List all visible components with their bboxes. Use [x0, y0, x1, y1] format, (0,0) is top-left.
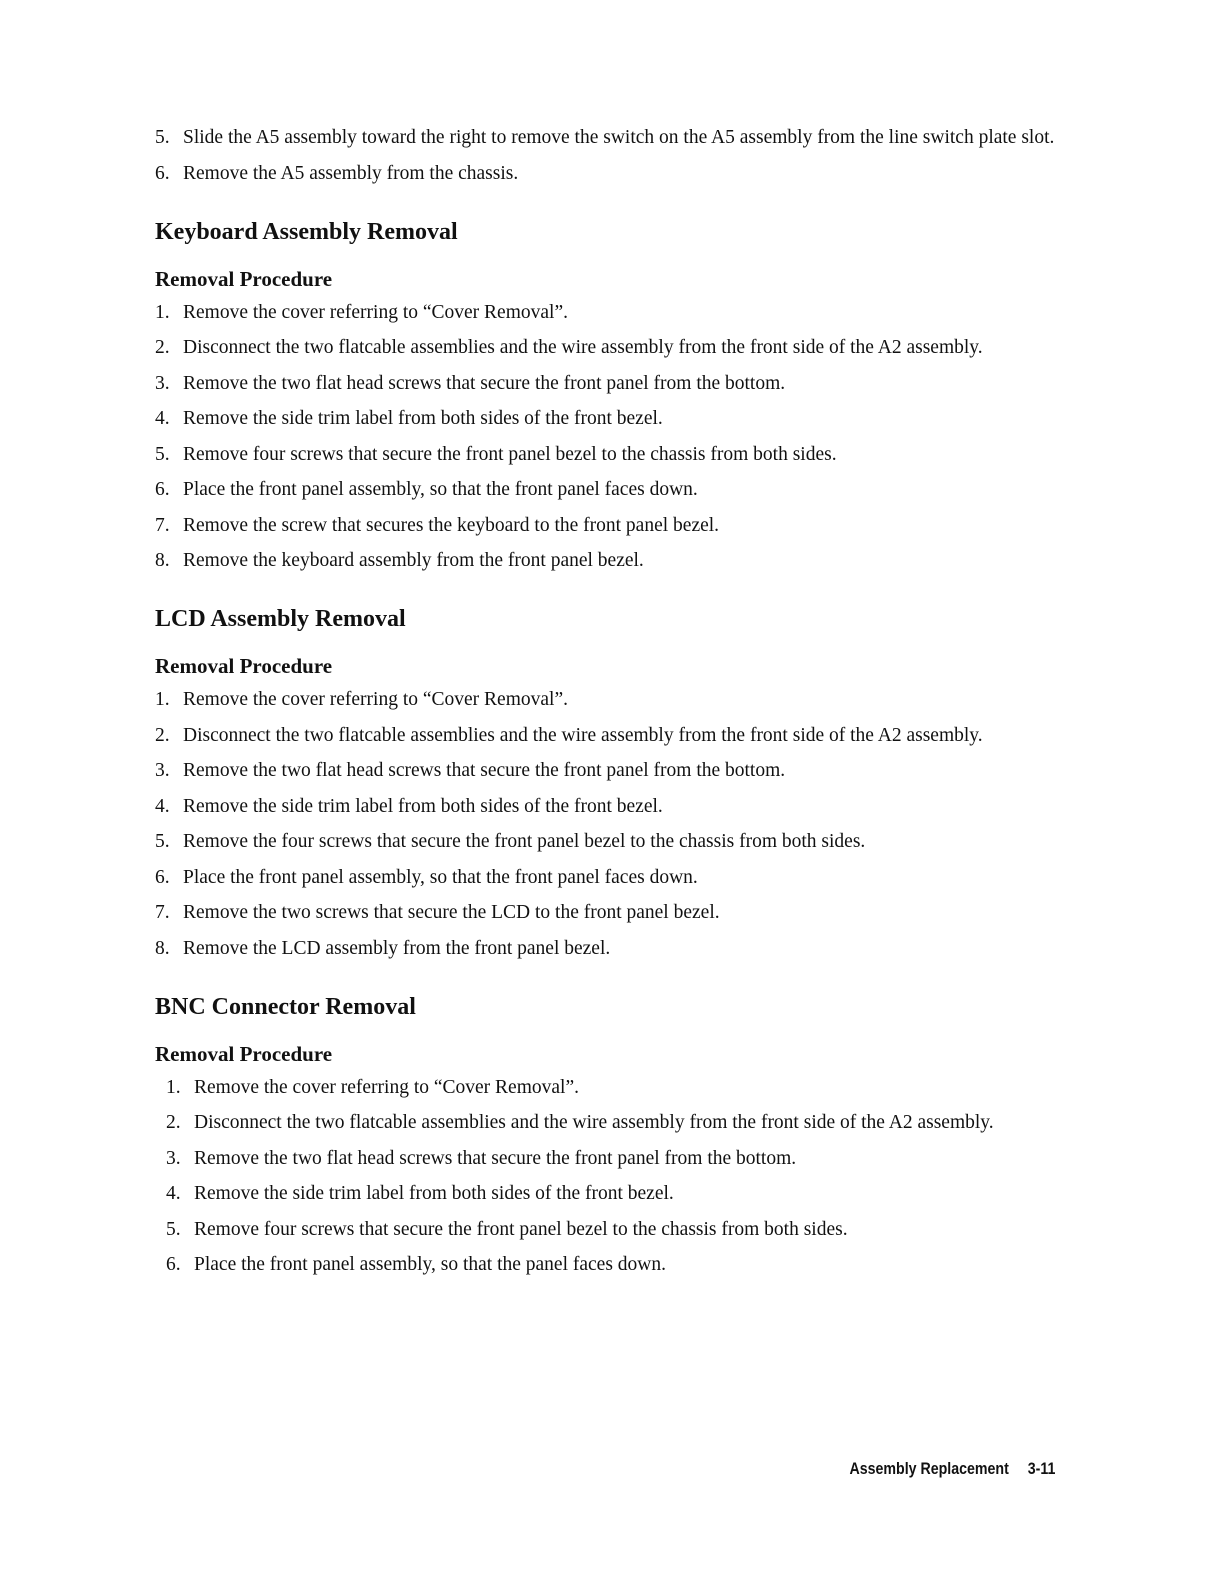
- step-number: 7.: [155, 514, 170, 536]
- subheading-removal-procedure: Removal Procedure: [155, 1041, 333, 1066]
- list-item: [155, 407, 1055, 431]
- step-number: 2.: [155, 724, 170, 746]
- list-item: [155, 759, 1055, 783]
- step-number: 6.: [155, 866, 170, 888]
- subheading-removal-procedure: Removal Procedure: [155, 266, 333, 291]
- step-number: 1.: [155, 689, 170, 710]
- list-item: [155, 478, 1055, 502]
- step-number: 6.: [166, 1254, 181, 1275]
- page-number: 3-11: [1027, 1460, 1055, 1478]
- list-item: [155, 162, 1055, 186]
- step-number: 6.: [155, 479, 170, 500]
- step-number: 3.: [166, 1147, 181, 1169]
- footer-section-title: Assembly Replacement: [849, 1460, 1009, 1478]
- list-item: [155, 1253, 1055, 1277]
- step-number: 3.: [155, 760, 170, 781]
- list-item: [155, 1111, 1055, 1135]
- step-text: Remove the A5 assembly from the chassis.: [183, 162, 519, 184]
- list-item: [155, 1076, 1055, 1100]
- step-number: 5.: [166, 1218, 181, 1240]
- list-item: [155, 1147, 1055, 1171]
- subheading-removal-procedure: Removal Procedure: [155, 654, 333, 678]
- list-item: [155, 937, 1055, 961]
- step-number: 3.: [155, 372, 170, 394]
- bnc-step-list: [155, 1076, 1055, 1278]
- page-footer: [849, 1459, 1055, 1479]
- page-content: [155, 126, 1055, 1289]
- list-item: [155, 866, 1055, 890]
- step-number: 6.: [155, 162, 170, 184]
- section-heading-keyboard: Keyboard Assembly Removal: [155, 218, 458, 245]
- list-item: [155, 372, 1055, 396]
- list-item: [155, 901, 1055, 925]
- list-item: [155, 514, 1055, 538]
- list-item: [155, 126, 1055, 150]
- step-text: Remove the two flat head screws that secure the front panel from the bottom.: [183, 372, 786, 394]
- step-text: Disconnect the two flatcable assemblies and the wire assembly from the front side of the A2 assembly.: [183, 724, 983, 746]
- step-text: Remove the four screws that secure the front panel bezel to the chassis from both sides.: [183, 831, 866, 852]
- list-item: [155, 688, 1055, 712]
- step-text: Remove the cover referring to “Cover Removal”.: [194, 1076, 579, 1098]
- step-text: Place the front panel assembly, so that the front panel faces down.: [183, 866, 698, 888]
- step-text: Place the front panel assembly, so that the front panel faces down.: [183, 479, 698, 500]
- step-number: 7.: [155, 902, 170, 923]
- step-number: 8.: [155, 937, 170, 959]
- step-text: Remove four screws that secure the front panel bezel to the chassis from both sides.: [194, 1218, 848, 1240]
- step-text: Remove the two flat head screws that secure the front panel from the bottom.: [194, 1147, 797, 1169]
- step-text: Remove the screw that secures the keyboard to the front panel bezel.: [183, 514, 720, 536]
- list-item: [155, 1182, 1055, 1206]
- lcd-step-list: [155, 688, 1055, 961]
- intro-step-list: [155, 126, 1055, 186]
- step-text: Remove the side trim label from both sides of the front bezel.: [183, 408, 663, 429]
- section-heading-bnc: BNC Connector Removal: [155, 993, 416, 1020]
- step-text: Remove four screws that secure the front panel bezel to the chassis from both sides.: [183, 443, 837, 465]
- step-text: Disconnect the two flatcable assemblies and the wire assembly from the front side of the A2 assembly.: [194, 1112, 994, 1133]
- list-item: [155, 724, 1055, 748]
- step-number: 4.: [155, 408, 170, 429]
- step-text: Remove the two flat head screws that secure the front panel from the bottom.: [183, 760, 786, 781]
- step-number: 1.: [166, 1076, 181, 1098]
- list-item: [155, 1218, 1055, 1242]
- step-number: 5.: [155, 443, 170, 465]
- step-text: Remove the two screws that secure the LCD to the front panel bezel.: [183, 902, 720, 923]
- step-number: 4.: [155, 795, 170, 817]
- step-text: Remove the keyboard assembly from the front panel bezel.: [183, 550, 644, 571]
- list-item: [155, 336, 1055, 360]
- step-text: Slide the A5 assembly toward the right to remove the switch on the A5 assembly from the line switch plate slot.: [183, 127, 1055, 148]
- list-item: [155, 301, 1055, 325]
- list-item: [155, 795, 1055, 819]
- step-number: 5.: [155, 831, 170, 852]
- step-number: 2.: [155, 337, 170, 358]
- step-text: Remove the cover referring to “Cover Removal”.: [183, 301, 568, 323]
- list-item: [155, 549, 1055, 573]
- step-number: 4.: [166, 1183, 181, 1204]
- step-number: 1.: [155, 301, 170, 323]
- step-text: Remove the side trim label from both sides of the front bezel.: [194, 1183, 674, 1204]
- list-item: [155, 443, 1055, 467]
- step-number: 8.: [155, 550, 170, 571]
- step-text: Remove the cover referring to “Cover Removal”.: [183, 689, 568, 710]
- step-text: Remove the LCD assembly from the front panel bezel.: [183, 937, 611, 959]
- step-text: Disconnect the two flatcable assemblies and the wire assembly from the front side of the A2 assembly.: [183, 337, 983, 358]
- step-text: Place the front panel assembly, so that the panel faces down.: [194, 1254, 666, 1275]
- section-heading-lcd: LCD Assembly Removal: [155, 606, 406, 632]
- step-number: 2.: [166, 1112, 181, 1133]
- keyboard-step-list: [155, 301, 1055, 574]
- step-text: Remove the side trim label from both sides of the front bezel.: [183, 795, 663, 817]
- list-item: [155, 830, 1055, 854]
- step-number: 5.: [155, 127, 170, 148]
